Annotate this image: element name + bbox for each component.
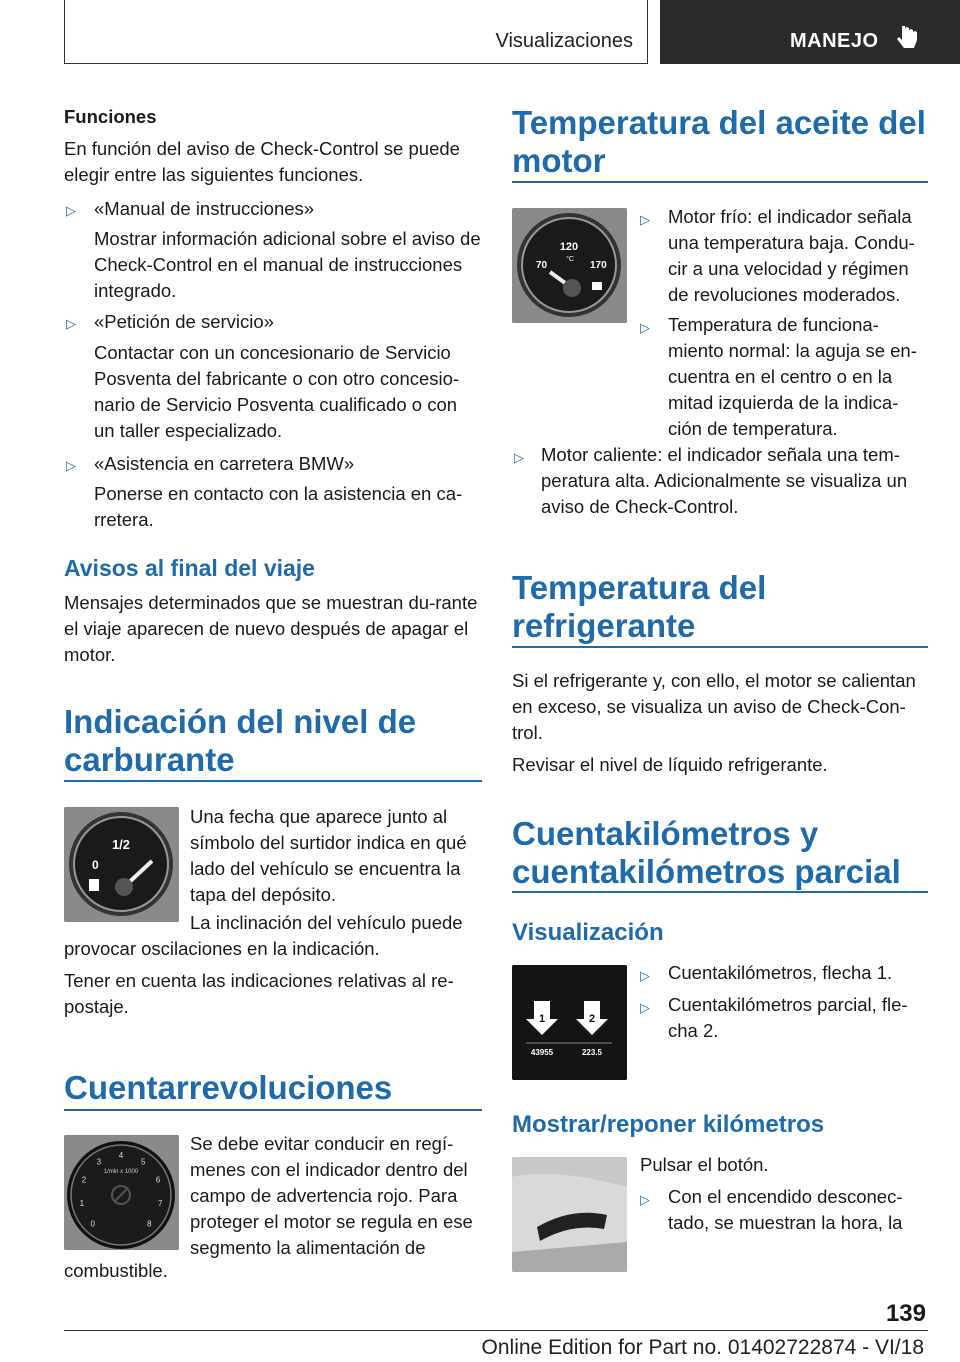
page-number: 139	[885, 1300, 926, 1327]
cool-text: Si el refrigerante y, con ello, el motor se calientan en exceso, se visualiza un aviso de Check-Con-trol.	[512, 670, 916, 743]
rev-text: Se debe evitar conducir en regí-menes con el indicador dentro del campo de advertencia rojo. Para proteger el motor se regula en ese segmento la alimentación de	[190, 1133, 473, 1258]
triangle-bullet-icon: ▷	[66, 316, 76, 331]
reset-heading: Mostrar/reponer kilómetros	[512, 1111, 825, 1138]
odometer-value: 43955	[530, 1048, 554, 1057]
fuel-text-3: Tener en cuenta las indicaciones relativas al re-postaje.	[64, 970, 454, 1017]
header-section-tab	[64, 0, 648, 64]
rev-tick-label: 4	[118, 1151, 124, 1160]
footer-rule	[64, 1330, 928, 1331]
arrow-label: 1	[538, 1013, 546, 1025]
rev-tick-label: 6	[155, 1175, 161, 1185]
oil-item: Motor frío: el indicador señala una temperatura baja. Condu-cir a una velocidad y régimen de revoluciones moderados.	[668, 206, 915, 305]
heading-rule	[512, 181, 928, 183]
fuel-pump-icon	[89, 879, 99, 891]
rev-tick-label: 1	[79, 1198, 85, 1208]
rev-heading: Cuentarrevoluciones	[64, 1069, 393, 1106]
arrow-label: 2	[588, 1013, 596, 1025]
oil-item: Temperatura de funciona-miento normal: la aguja se en-cuentra en el centro o en la mitad izquierda de la indica-ción de temperatura.	[668, 314, 917, 439]
gauge-label: 120	[559, 241, 579, 253]
triangle-bullet-icon: ▷	[640, 968, 650, 983]
triangle-bullet-icon: ▷	[66, 458, 76, 473]
reset-item: Con el encendido desconec-tado, se muestran la hora, la	[668, 1186, 903, 1233]
hand-icon	[896, 24, 920, 52]
vis-item: Cuentakilómetros parcial, fle-cha 2.	[668, 994, 908, 1041]
heading-rule	[512, 891, 928, 893]
cool-heading: Temperatura del refrigerante	[512, 569, 767, 644]
header-section: Visualizaciones	[495, 30, 633, 52]
header-chapter: MANEJO	[790, 30, 879, 52]
vis-heading: Visualización	[512, 919, 664, 946]
fuel-text-2a: La inclinación del vehículo puede	[190, 912, 463, 933]
triangle-bullet-icon: ▷	[640, 1192, 650, 1207]
gauge-label: 0	[92, 858, 99, 872]
header-chapter-tab	[660, 0, 960, 64]
rev-text-end: combustible.	[64, 1260, 168, 1281]
reset-text: Pulsar el botón.	[640, 1154, 769, 1175]
odometer-image	[512, 965, 627, 1080]
avisos-heading: Avisos al final del viaje	[64, 555, 315, 581]
rev-tick-label: 3	[96, 1157, 102, 1167]
triangle-bullet-icon: ▷	[66, 203, 76, 218]
triangle-bullet-icon: ▷	[640, 1000, 650, 1015]
gauge-label: 70	[536, 260, 548, 271]
rev-gauge-image	[64, 1135, 179, 1250]
gauge-unit: 1/min x 1000	[103, 1169, 139, 1175]
rev-tick-label: 5	[140, 1157, 146, 1167]
triangle-bullet-icon: ▷	[640, 320, 650, 335]
oil-heading: Temperatura del aceite del motor	[512, 104, 926, 179]
item-text: Mostrar información adicional sobre el aviso de Check-Control en el manual de instrucciones integrado.	[94, 228, 481, 301]
avisos-text: Mensajes determinados que se muestran du-rante el viaje aparecen de nuevo después de apagar el motor.	[64, 592, 478, 665]
item-title: «Manual de instrucciones»	[94, 198, 315, 219]
reset-button-image	[512, 1157, 627, 1272]
fuel-text: Una fecha que aparece junto al símbolo del surtidor indica en qué lado del vehículo se encuentra la tapa del depósito.	[190, 806, 467, 905]
item-title: «Petición de servicio»	[94, 311, 274, 332]
odo-heading: Cuentakilómetros y cuentakilómetros parcial	[512, 815, 901, 890]
gauge-label: 170	[590, 260, 607, 271]
fuel-heading: Indicación del nivel de carburante	[64, 703, 417, 778]
oil-item: Motor caliente: el indicador señala una tem-peratura alta. Adicionalmente se visualiza un aviso de Check-Control.	[541, 444, 908, 517]
gauge-unit: °C	[566, 256, 574, 263]
oil-can-icon	[592, 282, 602, 290]
oil-gauge-image	[512, 208, 627, 323]
footer-edition-text: Online Edition for Part no. 01402722874 - VI/18	[481, 1336, 924, 1359]
gauge-label: 1/2	[111, 837, 131, 852]
cool-text-2: Revisar el nivel de líquido refrigerante.	[512, 754, 828, 775]
triangle-bullet-icon: ▷	[640, 212, 650, 227]
rev-tick-label: 2	[81, 1175, 87, 1185]
rev-tick-label: 7	[157, 1198, 163, 1208]
trip-value: 223.5	[581, 1048, 603, 1057]
footer-edition	[0, 1336, 960, 1360]
heading-rule	[512, 646, 928, 648]
fuel-text-2b: provocar oscilaciones en la indicación.	[64, 938, 380, 959]
rev-tick-label: 8	[147, 1219, 152, 1229]
item-text: Contactar con un concesionario de Servicio Posventa del fabricante o con otro concesio-nario de Servicio Posventa cualificado o con un taller especializado.	[94, 342, 460, 441]
funciones-text: En función del aviso de Check-Control se puede elegir entre las siguientes funciones.	[64, 138, 460, 185]
triangle-bullet-icon: ▷	[514, 450, 524, 465]
vis-item: Cuentakilómetros, flecha 1.	[668, 962, 893, 983]
rev-tick-label: 0	[90, 1219, 95, 1229]
item-text: Ponerse en contacto con la asistencia en ca-rretera.	[94, 483, 463, 530]
fuel-gauge-image	[64, 807, 179, 922]
heading-rule	[64, 1109, 482, 1111]
funciones-heading: Funciones	[64, 106, 157, 127]
heading-rule	[64, 780, 482, 782]
item-title: «Asistencia en carretera BMW»	[94, 453, 355, 474]
